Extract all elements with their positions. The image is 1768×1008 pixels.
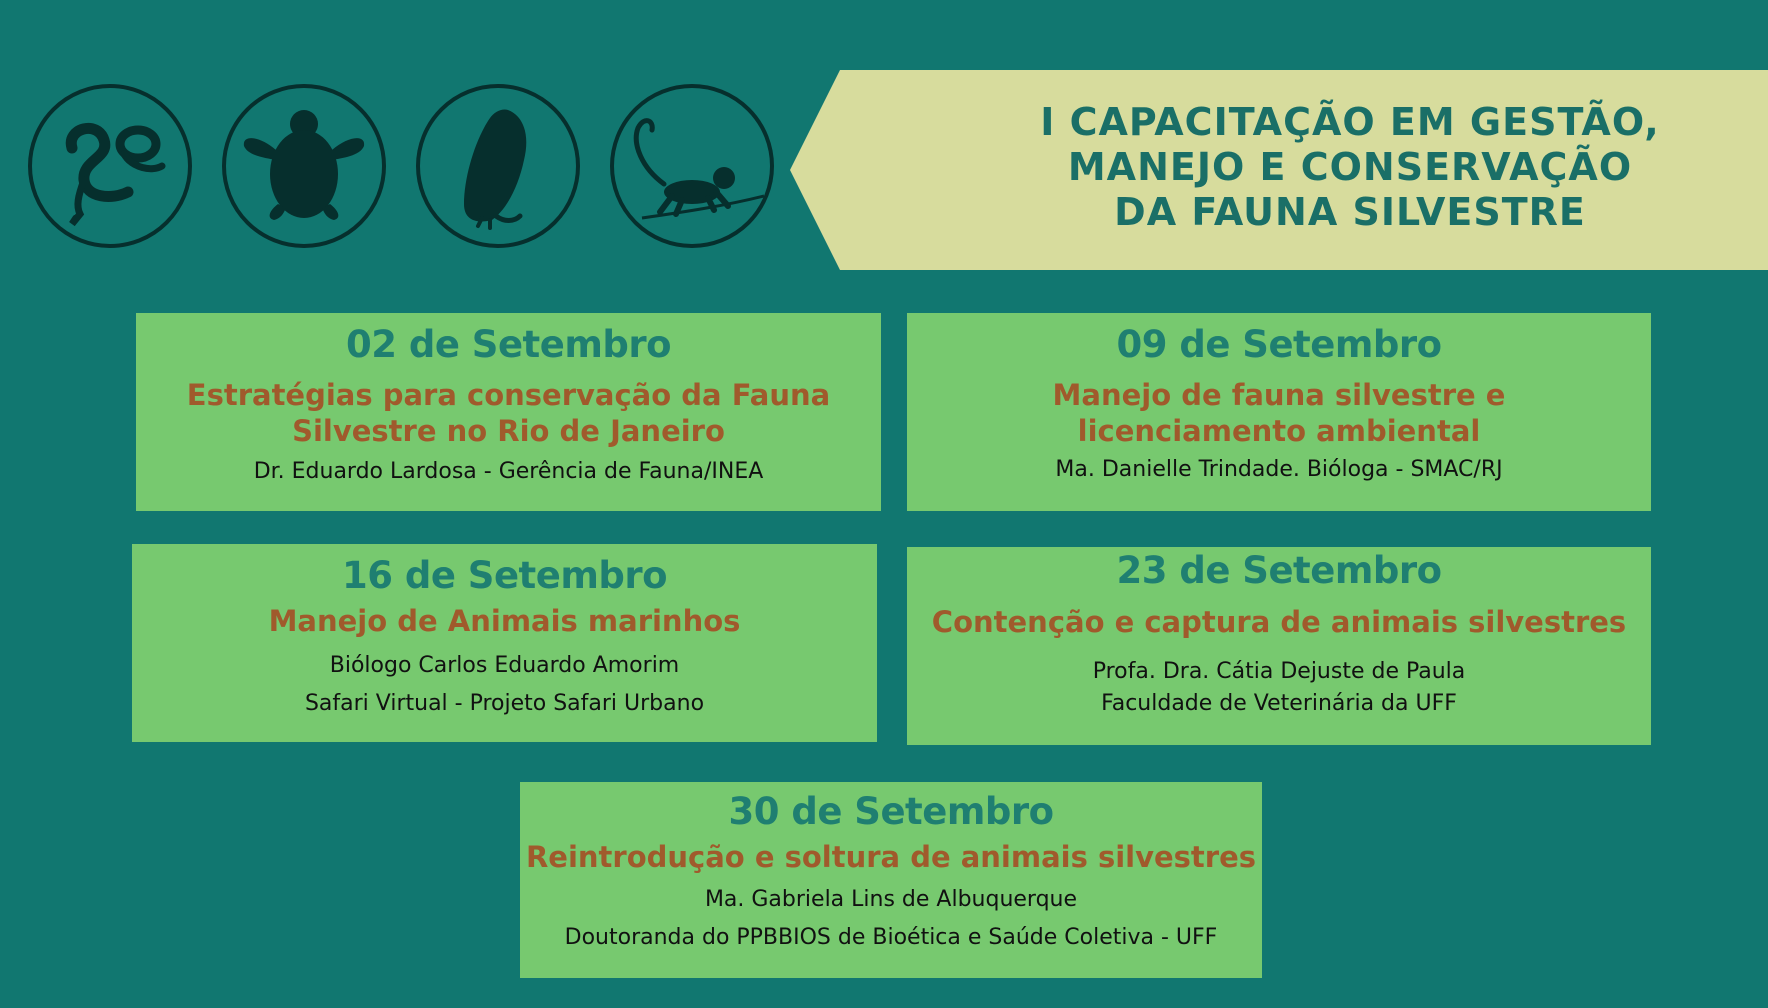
session-speaker-line: Dr. Eduardo Lardosa - Gerência de Fauna/INEA	[253, 459, 764, 484]
session-speaker-line: Safari Virtual - Projeto Safari Urbano	[304, 691, 705, 716]
owl-icon	[416, 84, 580, 248]
session-card	[132, 544, 877, 742]
event-title-line-3: DA FAUNA SILVESTRE	[1114, 190, 1586, 234]
title-banner	[790, 70, 1768, 270]
session-speaker-line: Faculdade de Veterinária da UFF	[1101, 691, 1457, 716]
session-topic-line: Manejo de Animais marinhos	[268, 604, 741, 638]
event-title-line-2: MANEJO E CONSERVAÇÃO	[1067, 145, 1633, 189]
session-topic	[907, 377, 1651, 449]
session-topic-line: Estratégias para conservação da Fauna	[186, 378, 831, 412]
session-speaker	[136, 453, 881, 491]
session-topic	[132, 604, 877, 639]
session-date: 09 de Setembro	[1116, 323, 1442, 366]
session-date: 23 de Setembro	[1116, 549, 1442, 592]
session-speaker-line: Biólogo Carlos Eduardo Amorim	[329, 653, 680, 678]
session-card	[520, 782, 1262, 978]
session-card	[136, 313, 881, 511]
snake-icon	[28, 84, 192, 248]
session-date: 30 de Setembro	[728, 790, 1054, 833]
session-topic-line: licenciamento ambiental	[1077, 414, 1481, 448]
session-speaker	[132, 647, 877, 723]
event-title-line-1: I CAPACITAÇÃO EM GESTÃO,	[1040, 100, 1660, 144]
monkey-icon	[610, 84, 774, 248]
session-topic	[520, 840, 1262, 875]
session-speaker	[520, 881, 1262, 957]
session-card	[907, 313, 1651, 511]
session-speaker-line: Doutoranda do PPBBIOS de Bioética e Saúde Coletiva - UFF	[564, 925, 1218, 950]
session-date: 02 de Setembro	[345, 323, 672, 366]
session-speaker-line: Ma. Gabriela Lins de Albuquerque	[704, 887, 1078, 912]
event-title	[980, 100, 1720, 235]
session-speaker-line: Ma. Danielle Trindade. Bióloga - SMAC/RJ	[1055, 457, 1503, 482]
session-card	[907, 547, 1651, 745]
session-speaker	[907, 656, 1651, 720]
sea-turtle-icon	[222, 84, 386, 248]
session-speaker-line: Profa. Dra. Cátia Dejuste de Paula	[1092, 659, 1466, 684]
session-speaker	[907, 451, 1651, 489]
session-topic	[136, 377, 881, 449]
session-date: 16 de Setembro	[341, 554, 668, 597]
session-topic-line: Contenção e captura de animais silvestres	[931, 605, 1627, 639]
session-topic-line: Reintrodução e soltura de animais silvestres	[525, 840, 1257, 874]
session-topic-line: Silvestre no Rio de Janeiro	[292, 414, 725, 448]
session-topic	[907, 605, 1651, 640]
session-topic-line: Manejo de fauna silvestre e	[1052, 378, 1506, 412]
